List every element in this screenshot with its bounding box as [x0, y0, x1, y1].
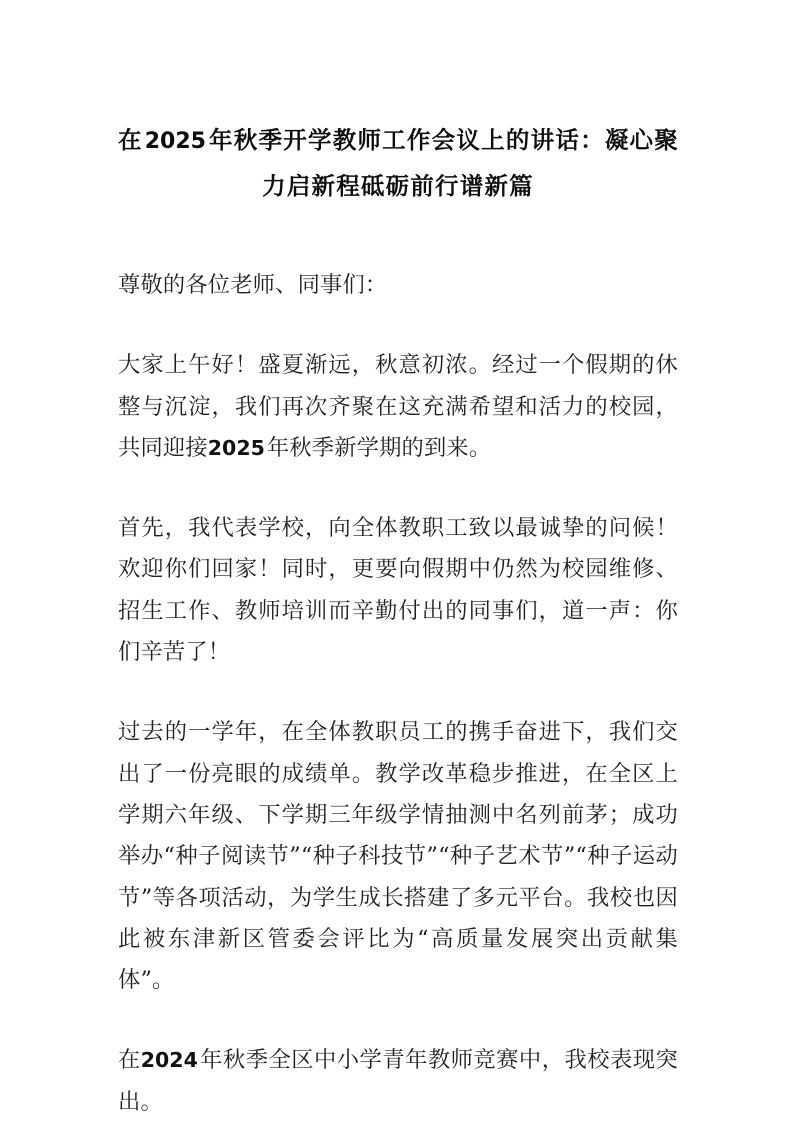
paragraph-competition [118, 1040, 678, 1123]
title-text-after-year: 年秋季开学教师工作会议上的讲话：凝心聚 [207, 126, 678, 154]
paragraph-greeting-text-before-year: 大家上午好！盛夏渐远，秋意初浓。经过一个假期的休整与沉淀，我们再次齐聚在这充满希望和活力的校园，共同迎接 [118, 352, 678, 461]
paragraph-competition-text-before-year: 在 [118, 1047, 141, 1074]
title-text-before-year: 在 [118, 126, 143, 154]
document-body [118, 265, 678, 1123]
paragraph-achievements: 过去的一学年，在全体教职员工的携手奋进下，我们交出了一份亮眼的成绩单。教学改革稳步推进，在全区上学期六年级、下学期三年级学情抽测中名列前茅；成功举办“种子阅读节”“种子科技节”“种子艺术节”“种子运动节”等各项活动，为学生成长搭建了多元平台。我校也因此被东津新区管委会评比为“高质量发展突出贡献集体”。 [118, 719, 678, 994]
document-title-line-1 [118, 118, 678, 164]
title-year-2025: 2025 [144, 129, 206, 154]
paragraph-greeting-text-after-year: 年秋季新学期的到来。 [266, 434, 492, 461]
paragraph-greeting [118, 345, 678, 469]
document-title-line-2: 力启新程砥砺前行谱新篇 [262, 172, 534, 200]
paragraph-competition-year-2024: 2024 [140, 1048, 198, 1073]
paragraph-competition-text-after-year: 年秋季全区中小学青年教师竞赛中，我校表现突出。 [118, 1047, 678, 1115]
document-title [118, 0, 678, 209]
paragraph-salutation: 尊敬的各位老师、同事们： [118, 272, 388, 298]
paragraph-thanks: 首先，我代表学校，向全体教职工致以最诚挚的问候！欢迎你们回家！同时，更要向假期中仍然为校园维修、招生工作、教师培训而辛勤付出的同事们，道一声：你们辛苦了！ [118, 515, 678, 666]
paragraph-greeting-year-2025: 2025 [207, 435, 265, 460]
document-content-column [118, 0, 678, 1123]
